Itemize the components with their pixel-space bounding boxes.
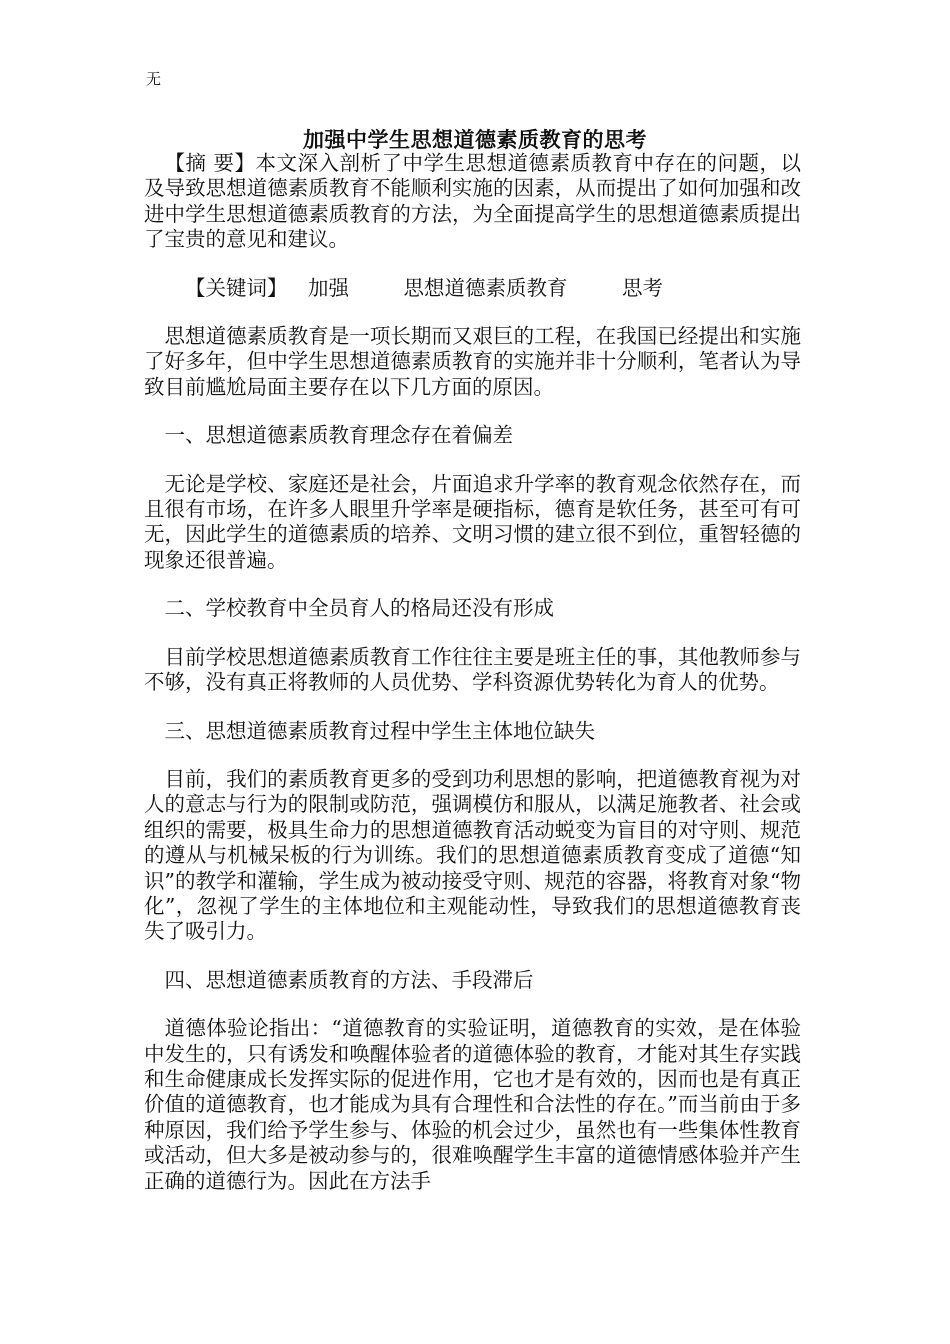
keywords-label: 【关键词】 bbox=[185, 275, 288, 300]
section-heading: 三、思想道德素质教育过程中学生主体地位缺失 bbox=[164, 718, 595, 743]
page-header: 无 bbox=[146, 70, 162, 88]
document-title: 加强中学生思想道德素质教育的思考 bbox=[303, 127, 647, 152]
paragraph: 思想道德素质教育是一项长期而又艰巨的工程，在我国已经提出和实施了好多年，但中学生思想道德素质教育的实施并非十分顺利，笔者认为导致目前尴尬局面主要存在以下几方面的原因。 bbox=[144, 324, 801, 399]
paragraph: 目前学校思想道德素质教育工作往往主要是班主任的事，其他教师参与不够，没有真正将教师的人员优势、学科资源优势转化为育人的优势。 bbox=[144, 644, 801, 695]
keyword: 加强 bbox=[308, 275, 349, 300]
keyword: 思想道德素质教育 bbox=[403, 275, 568, 300]
section-heading: 四、思想道德素质教育的方法、手段滞后 bbox=[164, 967, 534, 992]
section-heading: 一、思想道德素质教育理念存在着偏差 bbox=[164, 423, 513, 448]
abstract: 【摘 要】本文深入剖析了中学生思想道德素质教育中存在的问题，以及导致思想道德素质教育不能顺利实施的因素，从而提出了如何加强和改进中学生思想道德素质教育的方法，为全面提高学生的思想道德素质提出了宝贵的意见和建议。 bbox=[144, 151, 801, 252]
document-body bbox=[144, 151, 801, 1194]
keyword: 思考 bbox=[622, 275, 663, 300]
keywords bbox=[144, 276, 801, 301]
paragraph: 目前，我们的素质教育更多的受到功利思想的影响，把道德教育视为对人的意志与行为的限制或防范，强调模仿和服从，以满足施教者、社会或组织的需要，极具生命力的思想道德教育活动蜕变为盲目的对守则、规范的遵从与机械呆板的行为训练。我们的思想道德素质教育变成了道德“知识”的教学和灌输，学生成为被动接受守则、规范的容器，将教育对象“物化”，忽视了学生的主体地位和主观能动性，导致我们的思想道德教育丧失了吸引力。 bbox=[144, 766, 801, 944]
section-heading: 二、学校教育中全员育人的格局还没有形成 bbox=[164, 596, 554, 621]
paragraph: 道德体验论指出：“道德教育的实验证明，道德教育的实效，是在体验中发生的，只有诱发和唤醒体验者的道德体验的教育，才能对其生存实践和生命健康成长发挥实际的促进作用，它也才是有效的，因而也是有真正价值的道德教育，也才能成为具有合理性和合法性的存在。”而当前由于多种原因，我们给予学生参与、体验的机会过少，虽然也有一些集体性教育或活动，但大多是被动参与的，很难唤醒学生丰富的道德情感体验并产生正确的道德行为。因此在方法手 bbox=[144, 1016, 801, 1193]
paragraph: 无论是学校、家庭还是社会，片面追求升学率的教育观念依然存在，而且很有市场，在许多人眼里升学率是硬指标，德育是软任务，甚至可有可无，因此学生的道德素质的培养、文明习惯的建立很不到位，重智轻德的现象还很普遍。 bbox=[144, 471, 801, 572]
